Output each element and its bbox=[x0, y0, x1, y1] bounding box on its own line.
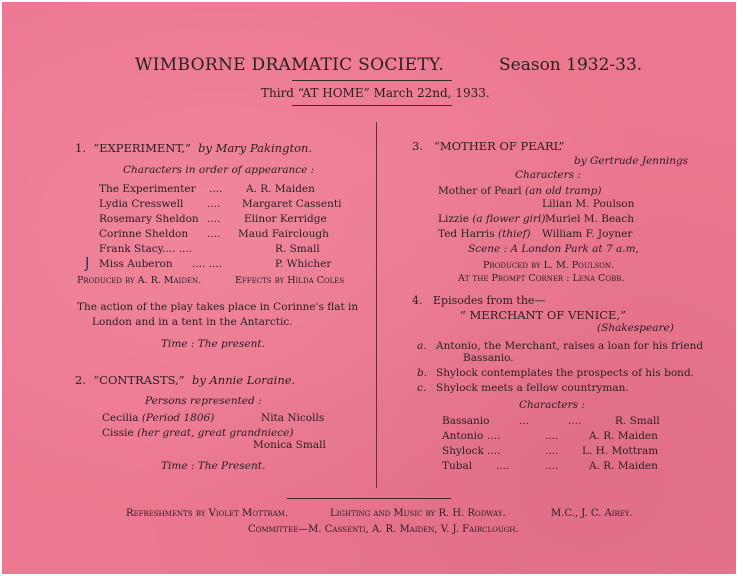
cast-actor: Monica Small bbox=[253, 439, 326, 451]
header-rule bbox=[292, 80, 452, 81]
cast-role: Cecilia bbox=[102, 412, 139, 424]
play-4-characters-heading: Characters : bbox=[519, 399, 585, 411]
cecilia-line bbox=[102, 412, 214, 424]
cast-role: Tubal bbox=[442, 460, 473, 472]
society-title: WIMBORNE DRAMATIC SOCIETY. bbox=[135, 55, 445, 75]
cast-note: (her great, great grandniece) bbox=[137, 427, 294, 439]
play-2-heading bbox=[75, 374, 295, 386]
third-label: Third bbox=[261, 86, 294, 100]
cast-dots: .... bbox=[207, 198, 221, 210]
play-2-author: by Annie Loraine. bbox=[191, 373, 296, 387]
date-label: March 22nd, 1933. bbox=[373, 86, 490, 100]
cast-actor: L. H. Mottram bbox=[582, 445, 659, 457]
cast-actor: Maud Fairclough bbox=[238, 228, 329, 240]
cast-dots: .... bbox=[568, 415, 582, 427]
episode-label: b. bbox=[417, 367, 428, 379]
cast-note: (thief) bbox=[498, 228, 531, 240]
cast-dots: .... bbox=[545, 445, 559, 457]
cast-actor: R. Small bbox=[275, 243, 320, 255]
cast-actor: Lilian M. Poulson bbox=[542, 198, 635, 210]
mother-line bbox=[438, 185, 601, 197]
cast-actor: A. R. Maiden bbox=[246, 183, 315, 195]
episode-label: a. bbox=[417, 340, 427, 352]
cast-dots: .... bbox=[487, 445, 501, 457]
cast-note: (an old tramp) bbox=[524, 185, 602, 197]
handwritten-mark: J bbox=[85, 254, 90, 272]
play-3-producer: Produced by L. M. Poulson. bbox=[483, 260, 615, 271]
episode-text: Shylock contemplates the prospects of his bond. bbox=[436, 367, 695, 379]
cast-actor: A. R. Maiden bbox=[589, 430, 658, 442]
play-4-number: 4. bbox=[412, 294, 423, 307]
lizzie-line bbox=[438, 213, 545, 225]
cast-role: Shylock bbox=[442, 445, 484, 457]
play-1-time: Time : The present. bbox=[161, 338, 265, 350]
cast-actor: R. Small bbox=[615, 415, 660, 427]
play-3-number: 3. bbox=[412, 139, 423, 153]
play-3-title: “MOTHER OF PEARL” bbox=[433, 139, 565, 153]
episode-text: Shylock meets a fellow countryman. bbox=[436, 382, 629, 394]
cast-role: Lydia Cresswell bbox=[99, 198, 184, 210]
footer-refreshments: Refreshments by Violet Mottram. bbox=[126, 508, 289, 519]
cast-role: Ted Harris bbox=[438, 228, 495, 240]
cast-dots: .... bbox=[496, 460, 510, 472]
cast-role: Lizzie bbox=[438, 213, 469, 225]
play-1-setting-line-1: The action of the play takes place in Corinne's flat in bbox=[77, 301, 359, 313]
play-3-characters-heading: Characters : bbox=[515, 169, 581, 181]
cast-actor: Muriel M. Beach bbox=[545, 213, 635, 225]
ted-line bbox=[438, 228, 531, 240]
header-rule-lower bbox=[292, 105, 452, 106]
play-2-title: “CONTRASTS,” bbox=[93, 373, 185, 387]
cast-dots: .... bbox=[207, 213, 221, 225]
episode-label: c. bbox=[417, 382, 427, 394]
footer-lighting: Lighting and Music by R. H. Rodway. bbox=[330, 508, 506, 519]
cast-actor: Nita Nicolls bbox=[261, 412, 325, 424]
cast-actor: Margaret Cassenti bbox=[242, 198, 342, 210]
cast-role: Rosemary Sheldon bbox=[99, 213, 199, 225]
play-1-producer: Produced by A. R. Maiden. bbox=[77, 275, 202, 286]
programme-sheet bbox=[2, 2, 736, 574]
play-4-author: (Shakespeare) bbox=[597, 322, 674, 334]
cast-actor: P. Whicher bbox=[275, 258, 332, 270]
play-4-intro: Episodes from the— bbox=[433, 294, 546, 307]
play-4-title: “ MERCHANT OF VENICE,” bbox=[460, 308, 626, 322]
cast-actor: William F. Joyner bbox=[542, 228, 633, 240]
at-home-label: “AT HOME” bbox=[297, 86, 370, 100]
cast-role: Corinne Sheldon bbox=[99, 228, 189, 240]
play-1-number: 1. bbox=[75, 141, 86, 155]
play-1-characters-heading: Characters in order of appearance : bbox=[123, 164, 315, 176]
play-1-heading bbox=[75, 142, 312, 154]
cast-role: Mother of Pearl bbox=[438, 185, 522, 197]
play-2-time: Time : The Present. bbox=[161, 460, 266, 472]
cast-dots: .... bbox=[487, 430, 501, 442]
cast-note: (Period 1806) bbox=[141, 412, 215, 424]
episode-text: Antonio, the Merchant, raises a loan for his friend bbox=[436, 340, 704, 352]
play-3-author: by Gertrude Jennings bbox=[574, 155, 689, 167]
cast-actor: A. R. Maiden bbox=[589, 460, 658, 472]
play-1-title: “EXPERIMENT,” bbox=[93, 141, 191, 155]
cast-dots: .... bbox=[545, 430, 559, 442]
cast-dots: .... bbox=[207, 228, 221, 240]
at-home-line bbox=[261, 86, 490, 100]
play-3-scene: Scene : A London Park at 7 a.m, bbox=[468, 243, 639, 255]
cast-role: Bassanio bbox=[442, 415, 490, 427]
cast-dots: ... bbox=[519, 415, 530, 427]
footer-mc: M.C., J. C. Airey. bbox=[551, 508, 633, 519]
cast-note: (a flower girl) bbox=[472, 213, 546, 225]
cast-role: Antonio bbox=[442, 430, 484, 442]
cast-role: Cissie bbox=[102, 427, 134, 439]
cast-role: Frank Stacy bbox=[99, 243, 164, 255]
play-3-heading bbox=[412, 140, 564, 152]
column-divider bbox=[376, 122, 377, 488]
footer-rule bbox=[287, 498, 451, 499]
cast-dots: .... .... bbox=[192, 258, 223, 270]
cast-role: The Experimenter bbox=[99, 183, 196, 195]
cissie-line bbox=[102, 427, 293, 439]
play-1-setting-line-2: London and in a tent in the Antarctic. bbox=[92, 316, 293, 328]
season-label: Season 1932-33. bbox=[499, 55, 643, 75]
footer-committee: Committee—M. Cassenti, A. R. Maiden, V. J. Fairclough. bbox=[248, 524, 519, 535]
play-2-persons-heading: Persons represented : bbox=[145, 395, 262, 407]
play-1-effects: Effects by Hilda Coles bbox=[235, 275, 345, 286]
cast-dots: .... bbox=[209, 183, 223, 195]
cast-actor: Elinor Kerridge bbox=[244, 213, 327, 225]
play-3-prompt: At the Prompt Corner : Lena Cobb. bbox=[458, 273, 625, 284]
cast-role: Miss Auberon bbox=[99, 258, 173, 270]
play-4-intro-line bbox=[412, 295, 545, 307]
cast-dots: .... bbox=[545, 460, 559, 472]
play-1-author: by Mary Pakington. bbox=[198, 141, 313, 155]
cast-dots: .... .... bbox=[162, 243, 193, 255]
play-2-number: 2. bbox=[75, 373, 86, 387]
episode-text-cont: Bassanio. bbox=[463, 352, 514, 364]
